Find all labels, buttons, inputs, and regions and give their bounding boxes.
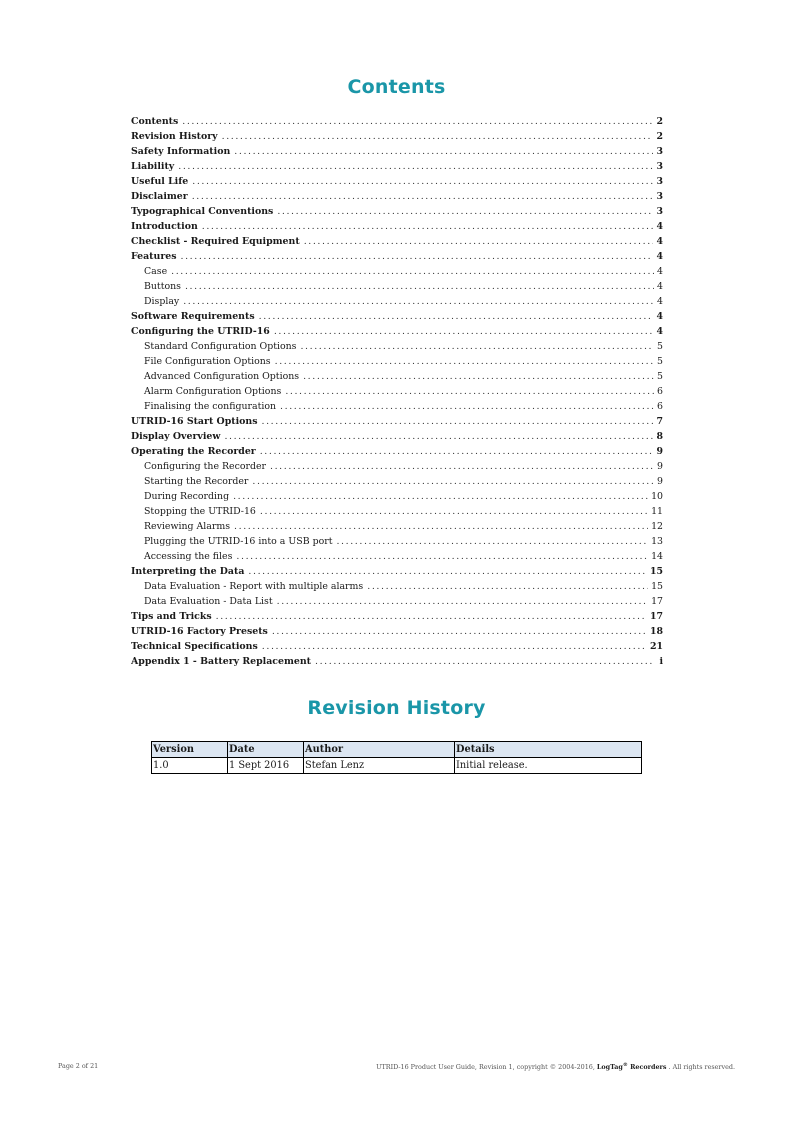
toc-entry-title: Appendix 1 - Battery Replacement xyxy=(131,656,312,667)
toc-entry[interactable] xyxy=(131,429,663,444)
toc-entry-title: Technical Specifications xyxy=(131,641,258,652)
toc-entry-title: Advanced Configuration Options xyxy=(144,371,300,382)
toc-entry-page: 10 xyxy=(651,491,663,502)
toc-entry-title: File Configuration Options xyxy=(144,356,271,367)
footer-rights-text: . All rights reserved. xyxy=(666,1063,735,1072)
footer-copyright xyxy=(376,1062,735,1071)
table-header-row xyxy=(152,742,642,758)
toc-entry-title: Software Requirements xyxy=(131,311,255,322)
toc-entry-title: Contents xyxy=(131,116,179,127)
toc-entry-title: Plugging the UTRID-16 into a USB port xyxy=(144,536,333,547)
toc-entry-title: Data Evaluation - Report with multiple alarms xyxy=(144,581,364,592)
toc-entry-page: 13 xyxy=(651,536,663,547)
toc-entry-title: Features xyxy=(131,251,177,262)
footer-copyright-text: UTRID-16 Product User Guide, Revision 1, copyright © 2004-2016, xyxy=(376,1063,597,1072)
column-header-author: Author xyxy=(304,742,455,758)
toc-entry-title: Accessing the files xyxy=(144,551,233,562)
toc-entry-page: 5 xyxy=(657,356,663,367)
toc-leader-dots xyxy=(274,324,654,339)
toc-entry-page: 6 xyxy=(657,401,663,412)
cell-version: 1.0 xyxy=(152,758,228,774)
toc-entry-title: Interpreting the Data xyxy=(131,566,245,577)
toc-entry[interactable] xyxy=(131,324,663,339)
toc-entry[interactable] xyxy=(131,234,663,249)
toc-leader-dots xyxy=(367,579,648,594)
toc-entry-page: 4 xyxy=(656,326,663,337)
toc-entry[interactable] xyxy=(131,219,663,234)
toc-entry[interactable] xyxy=(131,204,663,219)
toc-leader-dots xyxy=(260,504,648,519)
toc-entry-page: 9 xyxy=(657,476,663,487)
toc-entry-page: 3 xyxy=(656,191,663,202)
toc-entry-page: 11 xyxy=(651,506,663,517)
toc-entry-page: 3 xyxy=(656,146,663,157)
toc-entry[interactable] xyxy=(131,369,663,384)
toc-entry-title: UTRID-16 Start Options xyxy=(131,416,258,427)
toc-leader-dots xyxy=(272,624,647,639)
toc-leader-dots xyxy=(315,654,654,669)
toc-entry-page: 4 xyxy=(656,251,663,262)
toc-leader-dots xyxy=(192,189,654,204)
toc-leader-dots xyxy=(277,204,653,219)
column-header-version: Version xyxy=(152,742,228,758)
toc-entry-page: 5 xyxy=(657,341,663,352)
toc-entry-page: 17 xyxy=(651,596,663,607)
toc-leader-dots xyxy=(262,414,654,429)
toc-entry-page: 5 xyxy=(657,371,663,382)
toc-entry-page: 3 xyxy=(656,161,663,172)
toc-entry-title: Starting the Recorder xyxy=(144,476,249,487)
toc-entry[interactable] xyxy=(131,399,663,414)
toc-entry-page: 4 xyxy=(657,296,663,307)
toc-entry-title: Introduction xyxy=(131,221,198,232)
toc-entry-title: Typographical Conventions xyxy=(131,206,274,217)
toc-entry-title: Standard Configuration Options xyxy=(144,341,297,352)
toc-entry[interactable] xyxy=(131,174,663,189)
toc-entry[interactable] xyxy=(131,294,663,309)
toc-entry-page: 21 xyxy=(649,641,663,652)
toc-entry-title: Revision History xyxy=(131,131,218,142)
toc-leader-dots xyxy=(234,519,648,534)
toc-leader-dots xyxy=(222,129,654,144)
table-row xyxy=(152,758,642,774)
toc-entry-page: 15 xyxy=(651,581,663,592)
toc-entry-title: Stopping the UTRID-16 xyxy=(144,506,256,517)
toc-entry-page: i xyxy=(659,656,663,667)
toc-entry-title: Safety Information xyxy=(131,146,231,157)
toc-leader-dots xyxy=(262,639,647,654)
toc-entry[interactable] xyxy=(131,339,663,354)
toc-entry-title: Disclaimer xyxy=(131,191,188,202)
toc-entry-page: 9 xyxy=(657,461,663,472)
toc-entry[interactable] xyxy=(131,639,663,654)
toc-entry-page: 4 xyxy=(657,281,663,292)
toc-entry[interactable] xyxy=(131,459,663,474)
toc-entry-page: 9 xyxy=(656,446,663,457)
table-of-contents xyxy=(131,114,663,669)
toc-entry-page: 6 xyxy=(657,386,663,397)
cell-author: Stefan Lenz xyxy=(304,758,455,774)
toc-entry[interactable] xyxy=(131,354,663,369)
toc-entry[interactable] xyxy=(131,654,663,669)
toc-entry-page: 15 xyxy=(649,566,663,577)
toc-leader-dots xyxy=(178,159,653,174)
toc-leader-dots xyxy=(192,174,653,189)
toc-entry[interactable] xyxy=(131,414,663,429)
toc-entry-title: Useful Life xyxy=(131,176,189,187)
toc-entry-page: 3 xyxy=(656,176,663,187)
toc-leader-dots xyxy=(285,384,654,399)
toc-leader-dots xyxy=(234,144,653,159)
toc-entry[interactable] xyxy=(131,489,663,504)
toc-leader-dots xyxy=(185,279,654,294)
toc-entry[interactable] xyxy=(131,144,663,159)
toc-entry-title: Finalising the configuration xyxy=(144,401,277,412)
toc-entry[interactable] xyxy=(131,609,663,624)
toc-leader-dots xyxy=(181,249,654,264)
toc-entry-title: Liability xyxy=(131,161,175,172)
toc-entry-page: 4 xyxy=(656,221,663,232)
toc-entry-page: 3 xyxy=(656,206,663,217)
toc-leader-dots xyxy=(303,369,654,384)
toc-entry-title: During Recording xyxy=(144,491,230,502)
cell-date: 1 Sept 2016 xyxy=(228,758,304,774)
footer-brand: LogTag® Recorders xyxy=(596,1062,667,1072)
toc-leader-dots xyxy=(336,534,648,549)
toc-entry-title: Operating the Recorder xyxy=(131,446,256,457)
toc-entry-page: 4 xyxy=(656,236,663,247)
toc-entry[interactable] xyxy=(131,249,663,264)
column-header-date: Date xyxy=(228,742,304,758)
toc-entry-page: 4 xyxy=(656,311,663,322)
toc-entry-title: Display xyxy=(144,296,180,307)
toc-leader-dots xyxy=(252,474,654,489)
toc-entry-title: Reviewing Alarms xyxy=(144,521,231,532)
toc-entry[interactable] xyxy=(131,549,663,564)
toc-entry[interactable] xyxy=(131,624,663,639)
toc-leader-dots xyxy=(248,564,647,579)
toc-entry-page: 18 xyxy=(649,626,663,637)
toc-entry[interactable] xyxy=(131,564,663,579)
toc-entry[interactable] xyxy=(131,474,663,489)
revision-history-heading: Revision History xyxy=(307,697,486,719)
toc-entry[interactable] xyxy=(131,534,663,549)
toc-entry-title: Configuring the Recorder xyxy=(144,461,266,472)
toc-leader-dots xyxy=(270,459,654,474)
toc-leader-dots xyxy=(300,339,654,354)
toc-entry-title: Display Overview xyxy=(131,431,221,442)
cell-details: Initial release. xyxy=(455,758,642,774)
toc-entry[interactable] xyxy=(131,579,663,594)
toc-entry-title: Checklist - Required Equipment xyxy=(131,236,300,247)
toc-entry-page: 12 xyxy=(651,521,663,532)
toc-entry[interactable] xyxy=(131,159,663,174)
toc-leader-dots xyxy=(216,609,647,624)
toc-leader-dots xyxy=(236,549,648,564)
toc-leader-dots xyxy=(202,219,654,234)
toc-entry-title: Buttons xyxy=(144,281,181,292)
toc-leader-dots xyxy=(275,354,654,369)
toc-leader-dots xyxy=(183,294,654,309)
toc-entry-title: Tips and Tricks xyxy=(131,611,212,622)
toc-entry-page: 4 xyxy=(657,266,663,277)
toc-leader-dots xyxy=(304,234,654,249)
toc-entry[interactable] xyxy=(131,594,663,609)
toc-entry-title: Configuring the UTRID-16 xyxy=(131,326,270,337)
toc-entry[interactable] xyxy=(131,504,663,519)
toc-entry[interactable] xyxy=(131,114,663,129)
toc-entry[interactable] xyxy=(131,444,663,459)
contents-heading: Contents xyxy=(347,76,446,98)
column-header-details: Details xyxy=(455,742,642,758)
footer-page-number: Page 2 of 21 xyxy=(58,1062,99,1070)
toc-leader-dots xyxy=(182,114,653,129)
toc-leader-dots xyxy=(171,264,654,279)
toc-entry[interactable] xyxy=(131,264,663,279)
toc-leader-dots xyxy=(224,429,653,444)
revision-history-table xyxy=(151,741,642,774)
toc-entry-page: 14 xyxy=(651,551,663,562)
toc-entry-title: Case xyxy=(144,266,168,277)
toc-entry-page: 17 xyxy=(649,611,663,622)
toc-entry[interactable] xyxy=(131,129,663,144)
toc-entry[interactable] xyxy=(131,384,663,399)
toc-leader-dots xyxy=(280,399,654,414)
toc-entry-page: 7 xyxy=(656,416,663,427)
toc-entry-title: Alarm Configuration Options xyxy=(144,386,282,397)
toc-leader-dots xyxy=(233,489,648,504)
toc-leader-dots xyxy=(277,594,648,609)
toc-entry-title: Data Evaluation - Data List xyxy=(144,596,273,607)
toc-entry-page: 2 xyxy=(656,116,663,127)
toc-entry[interactable] xyxy=(131,279,663,294)
toc-entry[interactable] xyxy=(131,309,663,324)
toc-leader-dots xyxy=(260,444,654,459)
toc-entry[interactable] xyxy=(131,189,663,204)
toc-entry-page: 2 xyxy=(656,131,663,142)
toc-entry-title: UTRID-16 Factory Presets xyxy=(131,626,268,637)
toc-entry-page: 8 xyxy=(656,431,663,442)
toc-entry[interactable] xyxy=(131,519,663,534)
toc-leader-dots xyxy=(259,309,654,324)
